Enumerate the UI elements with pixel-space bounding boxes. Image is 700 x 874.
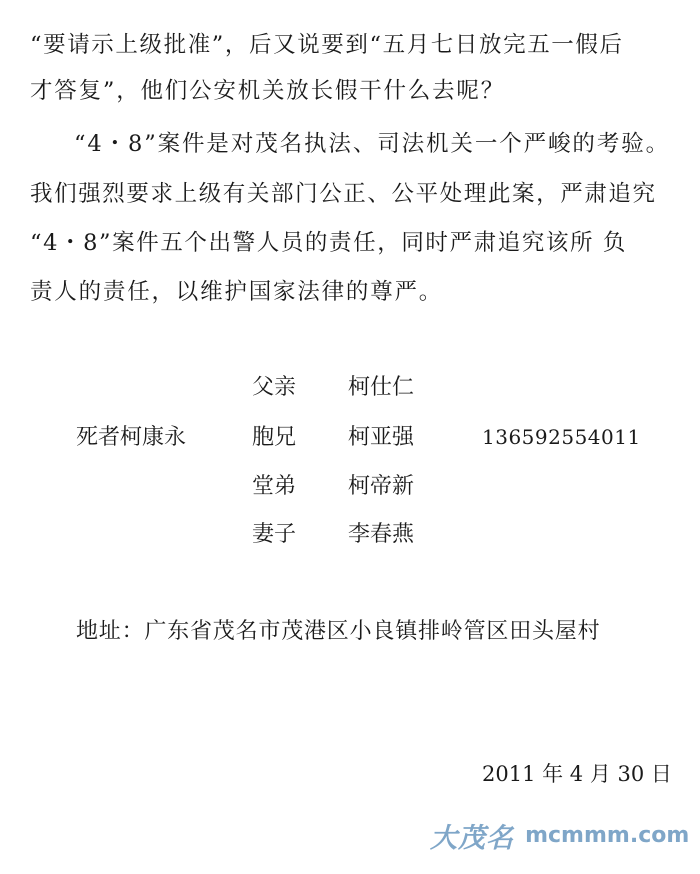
- body-line-2: 才答复”，他们公安机关放长假干什么去呢？: [30, 78, 506, 104]
- body-line-4: 我们强烈要求上级有关部门公正、公平处理此案，严肃追究: [30, 181, 657, 207]
- relative-relation: 堂弟: [252, 474, 297, 499]
- site-watermark: [430, 816, 689, 855]
- contact-phone: 13659255401​1: [482, 425, 641, 449]
- relative-name: 柯仕仁: [348, 375, 415, 400]
- body-line-5: “4・8”案件五个出警人员的责任，同时严肃追究该所 负: [30, 230, 627, 256]
- watermark-logo-text: 大茂名: [430, 823, 514, 854]
- relative-name: 柯亚强: [348, 425, 415, 450]
- body-line-6: 责人的责任，以维护国家法律的尊严。: [30, 279, 444, 305]
- relative-relation: 胞兄: [252, 425, 297, 450]
- relative-name: 柯帝新: [348, 474, 415, 499]
- address-line: 地址：广东省茂名市茂港区小良镇排岭管区田头屋村: [76, 619, 601, 644]
- relative-relation: 妻子: [252, 522, 297, 547]
- deceased-label: 死者柯康永: [76, 425, 187, 450]
- relative-name: 李春燕: [348, 522, 415, 547]
- letter-date: 2011 年 4 月 30 日: [482, 762, 672, 786]
- body-line-1: “要请示上级批准”，后又说要到“五月七日放完五一假后: [30, 32, 624, 58]
- body-line-3: “4・8”案件是对茂名执法、司法机关一个严峻的考验。: [74, 131, 671, 157]
- watermark-url: mcmmm.com: [525, 823, 690, 848]
- relative-relation: 父亲: [252, 375, 297, 400]
